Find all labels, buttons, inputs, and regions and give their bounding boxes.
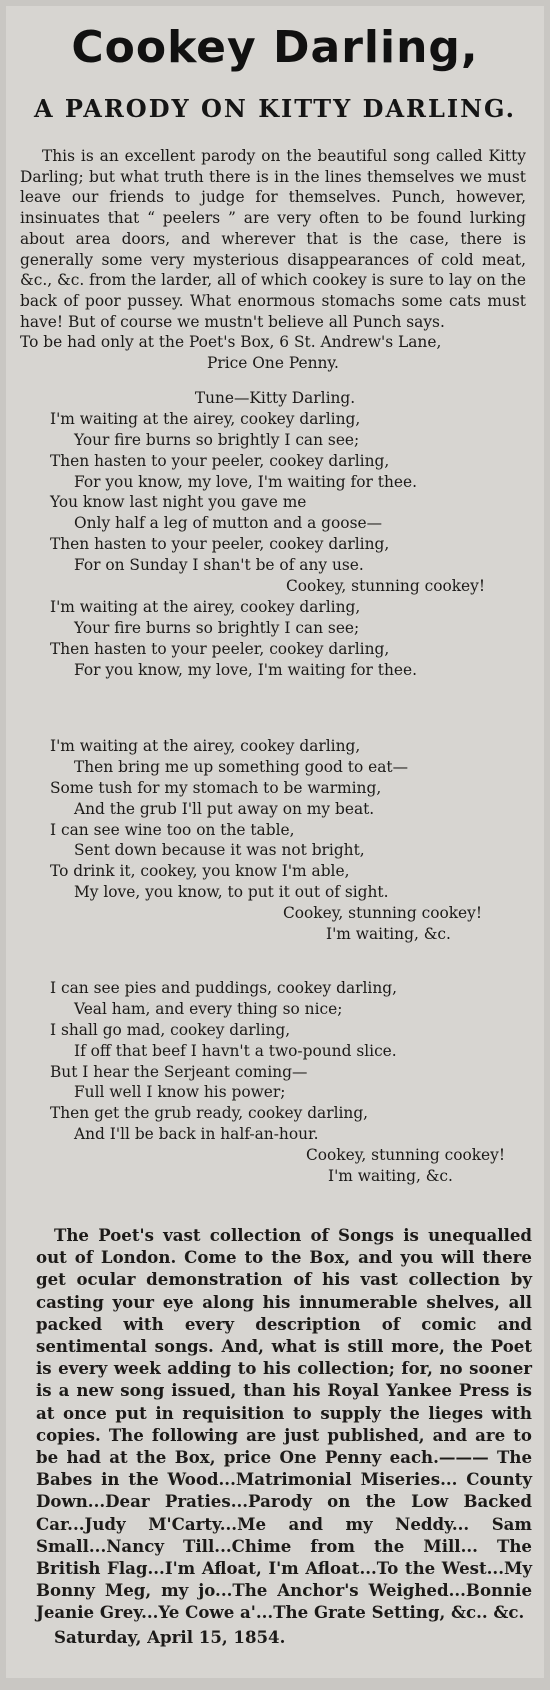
intro-paragraph: This is an excellent parody on the beautiful song called Kitty Darling; but what truth there is in the lines themselves we must leave our friends to judge for themselves. Punch, however, insinuates that “ peelers ” are very often to be found lurking about area doors, and wherever that is the case, there is generally some very mysterious disappearances of cold meat, &c., &c. from the larder, all of which cookey is sure to lay on the back of poor pussey. What enormous stomachs some cats must have! But of course we mustn't believe all Punch says. bbox=[20, 147, 526, 331]
page-subtitle: A PARODY ON KITTY DARLING. bbox=[33, 94, 517, 123]
chorus-line: I'm waiting at the airey, cookey darling, bbox=[50, 597, 361, 616]
intro-section bbox=[20, 146, 526, 374]
verse-line: Your fire burns so brightly I can see; bbox=[74, 430, 360, 449]
verse-line: Veal ham, and every thing so nice; bbox=[74, 999, 343, 1018]
verse-line: For on Sunday I shan't be of any use. bbox=[74, 556, 364, 575]
chorus-refrain: Cookey, stunning cookey! bbox=[306, 1146, 506, 1165]
verse-line: If off that beef I havn't a two-pound slice. bbox=[74, 1041, 397, 1060]
chorus-line: Then hasten to your peeler, cookey darling, bbox=[50, 639, 390, 658]
verse-line: My love, you know, to put it out of sight. bbox=[74, 883, 389, 902]
chorus-refrain: Cookey, stunning cookey! bbox=[283, 904, 483, 923]
verse-line: I can see pies and puddings, cookey darling, bbox=[50, 979, 397, 997]
tune-line: Tune—Kitty Darling. bbox=[194, 389, 356, 407]
verse-line: Then bring me up something good to eat— bbox=[74, 757, 409, 776]
verse-line: To drink it, cookey, you know I'm able, bbox=[50, 862, 350, 881]
song-block-2 bbox=[6, 736, 544, 945]
verse-line: But I hear the Serjeant coming— bbox=[50, 1062, 308, 1081]
closing-section bbox=[36, 1224, 532, 1648]
publication-date: Saturday, April 15, 1854. bbox=[54, 1626, 286, 1647]
broadside-sheet bbox=[6, 6, 544, 1678]
chorus-line: For you know, my love, I'm waiting for thee. bbox=[74, 660, 417, 679]
chorus-line bbox=[6, 903, 544, 924]
verse-line: Sent down because it was not bright, bbox=[74, 841, 365, 860]
chorus-waiting: I'm waiting, &c. bbox=[328, 1167, 453, 1186]
verse-line: I'm waiting at the airey, cookey darling, bbox=[50, 409, 361, 428]
verse-line: I shall go mad, cookey darling, bbox=[50, 1020, 291, 1039]
verse-line: For you know, my love, I'm waiting for thee. bbox=[74, 472, 417, 491]
verse-line: I'm waiting at the airey, cookey darling, bbox=[50, 737, 361, 755]
page-title: Cookey Darling, bbox=[71, 22, 479, 73]
verse-line: Full well I know his power; bbox=[74, 1083, 286, 1102]
chorus-line bbox=[6, 924, 544, 945]
verse-line: Only half a leg of mutton and a goose— bbox=[74, 514, 382, 533]
verse-line: I can see wine too on the table, bbox=[50, 820, 295, 839]
chorus-line bbox=[6, 1145, 544, 1166]
chorus-waiting: I'm waiting, &c. bbox=[326, 925, 451, 944]
chorus-line: Your fire burns so brightly I can see; bbox=[74, 618, 360, 637]
where-to-buy: To be had only at the Poet's Box, 6 St. Andrew's Lane, bbox=[20, 333, 442, 352]
verse-line: Then hasten to your peeler, cookey darling, bbox=[50, 451, 390, 470]
chorus-line bbox=[6, 576, 544, 597]
verse-line: You know last night you gave me bbox=[50, 493, 307, 512]
chorus-refrain: Cookey, stunning cookey! bbox=[286, 577, 486, 596]
price-line: Price One Penny. bbox=[207, 354, 339, 373]
song-block-1 bbox=[6, 388, 544, 680]
chorus-line bbox=[6, 1166, 544, 1187]
song-block-3 bbox=[6, 978, 544, 1187]
collection-advert: The Poet's vast collection of Songs is unequalled out of London. Come to the Box, and you will there get ocular demonstration of his vast collection by casting your eye along his innumerable shelves, all packed with every description of comic and sentimental songs. And, what is still more, the Poet is every week adding to his collection; for, no sooner is a new song issued, than his Royal Yankee Press is at once put in requisition to supply the lieges with copies. The following are just published, and are to be had at the Box, price One Penny each.——— The Babes in the Wood...Matrimonial Miseries... County Down...Dear Praties...Parody on the Low Backed Car...Judy M'Carty...Me and my Neddy... Sam Small...Nancy Till...Chime from the Mill... The British Flag...I'm Afloat, I'm Afloat...To the West...My Bonny Meg, my jo...The Anchor's Weighed...Bonnie Jeanie Grey...Ye Cowe a'...The Grate Setting, &c.. &c. bbox=[36, 1225, 532, 1623]
verse-line: Then get the grub ready, cookey darling, bbox=[50, 1104, 369, 1123]
verse-line: Some tush for my stomach to be warming, bbox=[50, 778, 382, 797]
verse-line: And I'll be back in half-an-hour. bbox=[74, 1125, 319, 1144]
verse-line: And the grub I'll put away on my beat. bbox=[74, 799, 375, 818]
verse-line: Then hasten to your peeler, cookey darling, bbox=[50, 535, 390, 554]
